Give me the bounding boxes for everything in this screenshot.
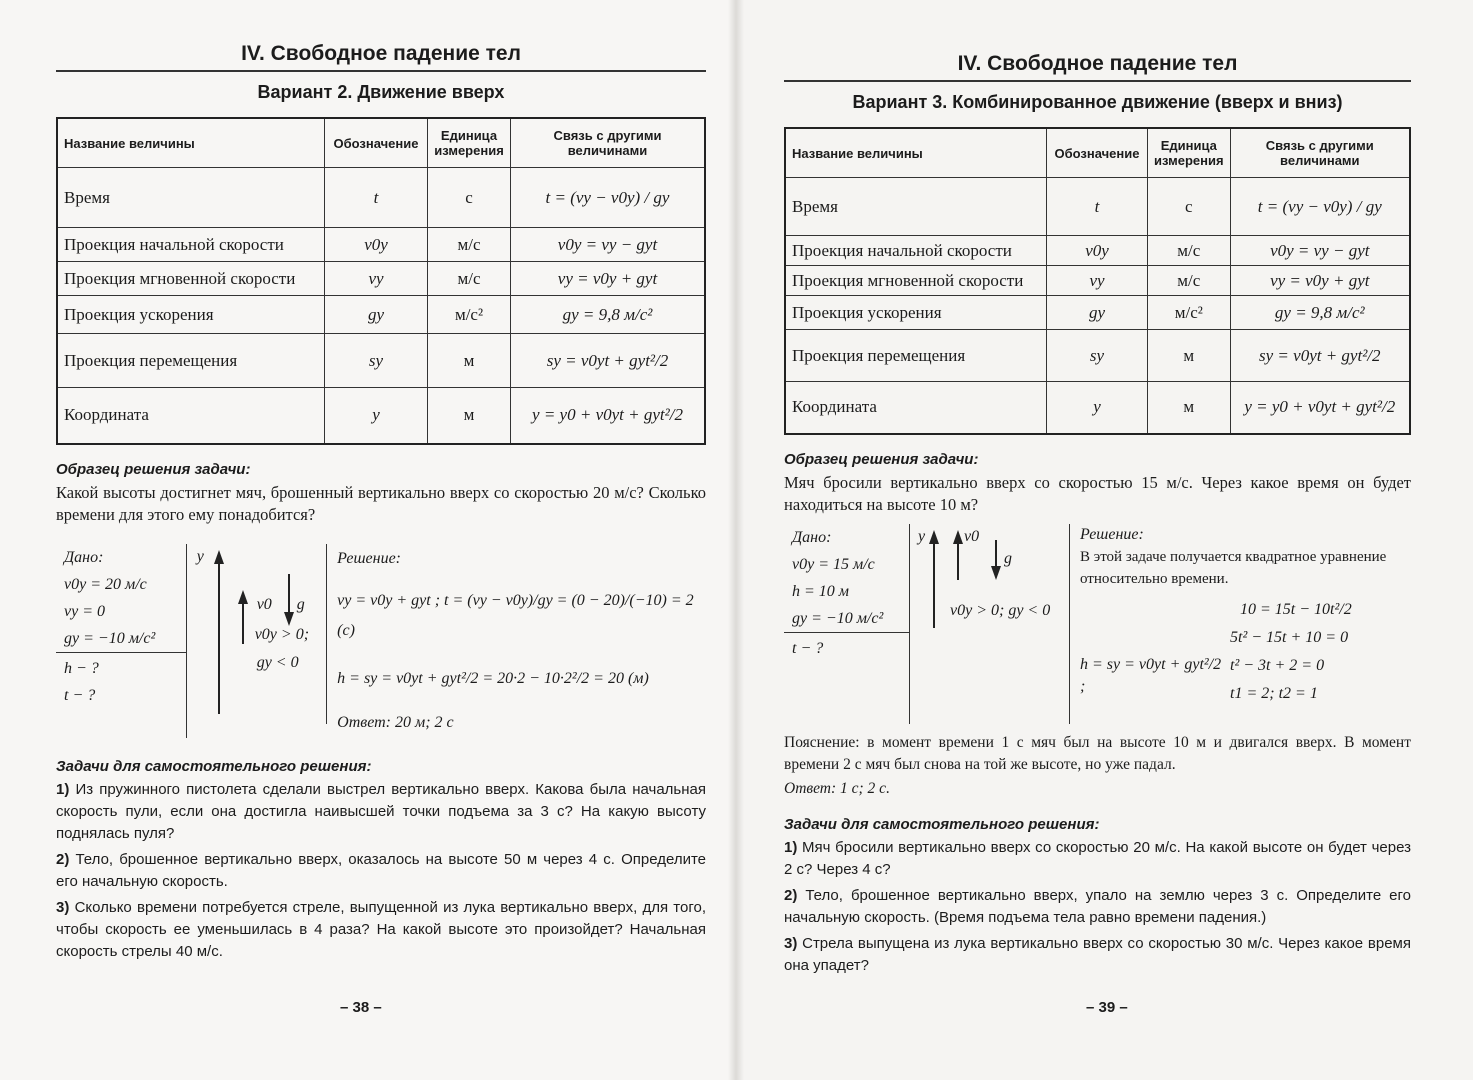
solution-step: t² − 3t + 2 = 0 (1230, 656, 1325, 674)
task-text: Сколько времени потребуется стреле, выпущенной из лука вертикально вверх, для того, чтобы скорость ее уменьшилась в 4 раза? На какой высоте это произойдет? Начальная скорость стрелы 40 м/с. (56, 898, 706, 960)
col-header-name: Название величины (57, 118, 325, 168)
col-header-unit: Единица измерения (428, 118, 511, 168)
row-unit: м/с² (1148, 296, 1231, 330)
table-row (57, 262, 705, 296)
sample-heading: Образец решения задачи: (56, 460, 251, 478)
task-item (784, 885, 1411, 929)
row-name: Проекция ускорения (785, 296, 1047, 330)
solution-step: t1 = 2; t2 = 1 (1230, 684, 1318, 702)
row-symbol: t (325, 168, 428, 228)
axis-label: y (196, 547, 204, 565)
row-relation: y = y0 + v0yt + gyt²/2 (1230, 382, 1410, 434)
row-symbol: vy (1047, 266, 1148, 296)
motion-diagram (187, 544, 327, 724)
row-name: Проекция перемещения (785, 330, 1047, 382)
row-unit: м (1148, 382, 1231, 434)
table-row (57, 228, 705, 262)
table-row (57, 388, 705, 444)
explanation: Пояснение: в момент времени 1 с мяч был на высоте 10 м и двигался вверх. В момент времени 2 с мяч был снова на той же высоте, но уже падал. (784, 733, 1411, 773)
table-row (785, 178, 1410, 236)
solution-step: 5t² − 15t + 10 = 0 (1230, 628, 1349, 646)
velocity-label: v0 (964, 527, 980, 545)
row-relation: sy = v0yt + gyt²/2 (1230, 330, 1410, 382)
unknown-item: t − ? (792, 639, 824, 657)
row-relation: gy = 9,8 м/с² (1230, 296, 1410, 330)
col-header-name: Название величины (785, 128, 1047, 178)
row-name: Проекция мгновенной скорости (785, 266, 1047, 296)
solution-intro: В этой задаче получается квадратное уравнение относительно времени. (1080, 548, 1387, 587)
row-name: Координата (785, 382, 1047, 434)
table-row (785, 266, 1410, 296)
chapter-title: IV. Свободное падение тел (56, 42, 706, 72)
motion-diagram (910, 524, 1070, 724)
col-header-symbol: Обозначение (1047, 128, 1148, 178)
row-symbol: y (325, 388, 428, 444)
row-relation: sy = v0yt + gyt²/2 (511, 334, 706, 388)
col-header-relation: Связь с другими величинами (511, 118, 706, 168)
row-relation: t = (vy − v0y) / gy (1230, 178, 1410, 236)
answer: Ответ: 20 м; 2 с (337, 713, 454, 731)
row-relation: t = (vy − v0y) / gy (511, 168, 706, 228)
table-row (785, 382, 1410, 434)
velocity-label: v0 (256, 595, 272, 613)
given-item: vy = 0 (64, 602, 105, 620)
page-number: – 38 – (340, 999, 382, 1016)
task-number: 1) (784, 838, 798, 856)
table-row (785, 296, 1410, 330)
solution-block (1070, 524, 1411, 724)
task-number: 3) (784, 934, 798, 952)
given-block (784, 524, 910, 724)
row-symbol: gy (325, 296, 428, 334)
chapter-title: IV. Свободное падение тел (784, 52, 1411, 82)
quantities-table (56, 117, 706, 445)
row-symbol: v0y (325, 228, 428, 262)
unknowns (56, 652, 186, 709)
given-item: gy = −10 м/с² (64, 629, 156, 647)
row-name: Время (785, 178, 1047, 236)
table-row (57, 296, 705, 334)
row-relation: v0y = vy − gyt (1230, 236, 1410, 266)
given-block (56, 544, 187, 738)
col-header-unit: Единица измерения (1148, 128, 1231, 178)
row-symbol: sy (1047, 330, 1148, 382)
sample-heading: Образец решения задачи: (784, 450, 979, 468)
task-text: Тело, брошенное вертикально вверх, упало на землю через 3 с. Определите его начальную скорость. (Время подъема тела равно времени падения.) (784, 886, 1411, 926)
row-name: Время (57, 168, 325, 228)
task-item (784, 837, 1411, 881)
given-item: h = 10 м (792, 582, 850, 600)
task-item (56, 897, 706, 963)
table-row (785, 330, 1410, 382)
unknown-item: t − ? (64, 686, 96, 704)
gravity-label: g (296, 595, 305, 613)
row-relation: gy = 9,8 м/с² (511, 296, 706, 334)
solution-label: Решение: (1080, 525, 1144, 543)
task-item (56, 779, 706, 845)
solution-block (327, 544, 706, 738)
row-relation: vy = v0y + gyt (1230, 266, 1410, 296)
right-page (736, 0, 1473, 1080)
tasks-heading: Задачи для самостоятельного решения: (56, 757, 372, 775)
quantities-table (784, 127, 1411, 435)
row-unit: м/с (1148, 236, 1231, 266)
variant-title: Вариант 2. Движение вверх (257, 82, 505, 102)
table-header-row (57, 118, 705, 168)
col-header-symbol: Обозначение (325, 118, 428, 168)
sample-solution (784, 524, 1411, 724)
task-item (784, 933, 1411, 977)
col-header-relation: Связь с другими величинами (1230, 128, 1410, 178)
row-symbol: t (1047, 178, 1148, 236)
book-gutter (728, 0, 744, 1080)
solution-line: vy = v0y + gyt ; t = (vy − v0y)/gy = (0 − 20)/(−10) = 2 (с) (337, 591, 694, 639)
row-name: Проекция перемещения (57, 334, 325, 388)
condition-velocity: v0y > 0; (254, 625, 310, 643)
task-number: 1) (56, 780, 70, 798)
row-name: Проекция мгновенной скорости (57, 262, 325, 296)
tasks-heading: Задачи для самостоятельного решения: (784, 815, 1100, 833)
task-item (56, 849, 706, 893)
row-unit: м (428, 334, 511, 388)
solution-label: Решение: (337, 549, 401, 567)
solution-main-equation: h = sy = v0yt + gyt²/2 ; (1080, 655, 1222, 695)
row-unit: м/с (1148, 266, 1231, 296)
condition-gravity: gy < 0 (256, 653, 299, 671)
row-name: Проекция начальной скорости (785, 236, 1047, 266)
page-number: – 39 – (1086, 999, 1128, 1016)
row-unit: м/с² (428, 296, 511, 334)
task-text: Тело, брошенное вертикально вверх, оказалось на высоте 50 м через 4 с. Определите его начальную скорость. (56, 850, 706, 890)
given-item: gy = −10 м/с² (792, 609, 884, 627)
sample-problem-text: Какой высоты достигнет мяч, брошенный вертикально вверх со скоростью 20 м/с? Сколько времени для этого ему понадобится? (56, 482, 706, 524)
row-symbol: vy (325, 262, 428, 296)
row-name: Координата (57, 388, 325, 444)
row-relation: v0y = vy − gyt (511, 228, 706, 262)
table-header-row (785, 128, 1410, 178)
row-relation: y = y0 + v0yt + gyt²/2 (511, 388, 706, 444)
given-label: Дано: (792, 528, 832, 546)
task-text: Мяч бросили вертикально вверх со скоростью 20 м/с. На какой высоте он будет через 2 с? Через 4 с? (784, 838, 1411, 878)
given-label: Дано: (64, 548, 104, 566)
row-unit: м/с (428, 228, 511, 262)
arrows-icon (910, 524, 1070, 724)
row-name: Проекция начальной скорости (57, 228, 325, 262)
variant-title: Вариант 3. Комбинированное движение (вверх и вниз) (852, 92, 1343, 112)
table-row (57, 334, 705, 388)
gravity-label: g (1004, 549, 1012, 567)
sample-solution (56, 544, 706, 738)
row-symbol: gy (1047, 296, 1148, 330)
task-number: 2) (784, 886, 798, 904)
given-item: v0y = 15 м/с (792, 555, 875, 573)
row-unit: м (1148, 330, 1231, 382)
task-number: 2) (56, 850, 70, 868)
row-relation: vy = v0y + gyt (511, 262, 706, 296)
solution-line: h = sy = v0yt + gyt²/2 = 20·2 − 10·2²/2 = 20 (м) (337, 669, 649, 687)
solution-step: 10 = 15t − 10t²/2 (1240, 600, 1352, 618)
unknown-item: h − ? (64, 659, 99, 677)
row-symbol: sy (325, 334, 428, 388)
row-symbol: y (1047, 382, 1148, 434)
row-unit: с (428, 168, 511, 228)
condition: v0y > 0; gy < 0 (950, 601, 1051, 619)
row-name: Проекция ускорения (57, 296, 325, 334)
row-symbol: v0y (1047, 236, 1148, 266)
answer: Ответ: 1 с; 2 с. (784, 779, 890, 797)
task-number: 3) (56, 898, 70, 916)
row-unit: м (428, 388, 511, 444)
axis-label: y (918, 527, 926, 545)
table-row (785, 236, 1410, 266)
row-unit: с (1148, 178, 1231, 236)
given-item: v0y = 20 м/с (64, 575, 147, 593)
task-text: Из пружинного пистолета сделали выстрел вертикально вверх. Какова была начальная скорость пули, если она достигла наивысшей точки подъема за 3 с? На какую высоту поднялась пуля? (56, 780, 706, 842)
task-text: Стрела выпущена из лука вертикально вверх со скоростью 30 м/с. Через какое время она упадет? (784, 934, 1411, 974)
sample-problem-text: Мяч бросили вертикально вверх со скоростью 15 м/с. Через какое время он будет находиться на высоте 10 м? (784, 472, 1411, 514)
row-unit: м/с (428, 262, 511, 296)
left-page (0, 0, 736, 1080)
unknowns (784, 632, 909, 662)
table-row (57, 168, 705, 228)
